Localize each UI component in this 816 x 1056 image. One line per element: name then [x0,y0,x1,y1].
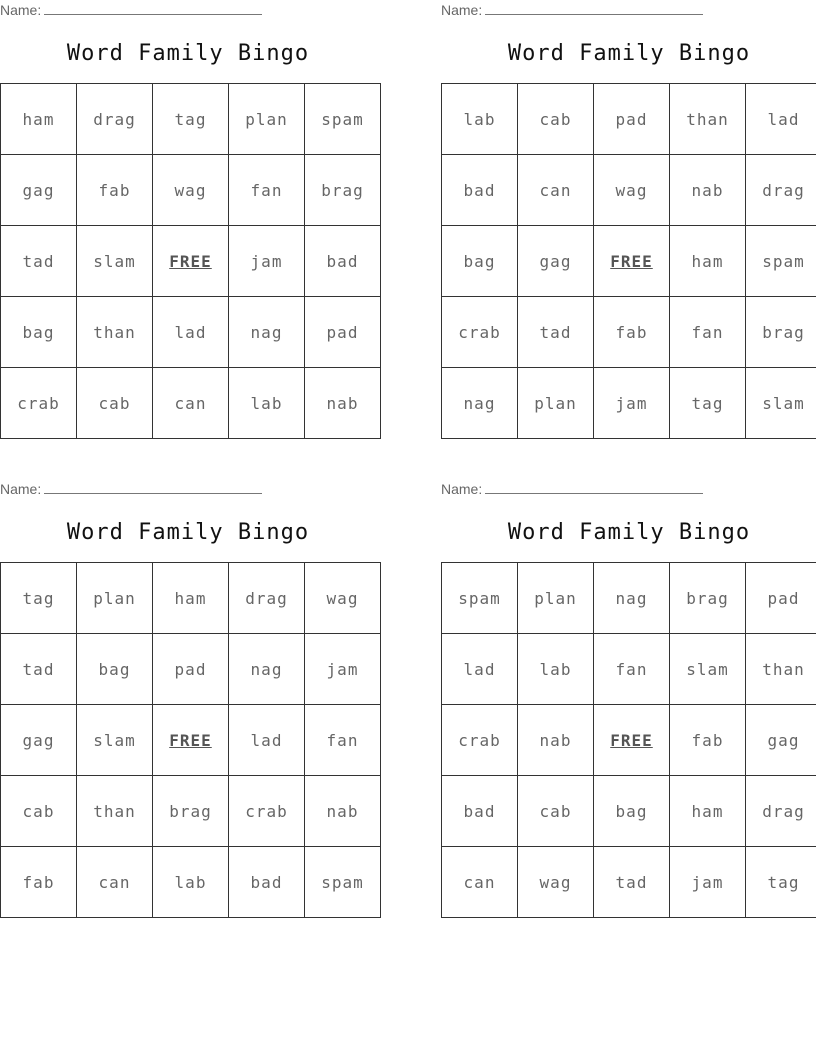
grid-cell: can [442,847,518,918]
grid-cell: brag [670,563,746,634]
grid-cell: wag [305,563,381,634]
grid-cell: lad [229,705,305,776]
grid-cell: tad [594,847,670,918]
grid-cell: jam [594,368,670,439]
bingo-grid [0,562,381,918]
grid-cell: bad [442,776,518,847]
grid-cell: nab [305,776,381,847]
grid-cell: jam [229,226,305,297]
grid-row [1,297,381,368]
grid-cell: fan [670,297,746,368]
grid-cell: crab [229,776,305,847]
grid-cell: nag [594,563,670,634]
grid-cell: wag [518,847,594,918]
name-label: Name: [0,2,42,18]
card-title: Word Family Bingo [507,520,751,545]
grid-cell: wag [153,155,229,226]
grid-cell: tad [1,226,77,297]
grid-cell: brag [153,776,229,847]
grid-row [1,84,381,155]
grid-cell: can [518,155,594,226]
name-label: Name: [441,481,483,497]
grid-cell: fab [1,847,77,918]
grid-cell: lab [229,368,305,439]
grid-cell: tad [518,297,594,368]
grid-cell: gag [746,705,816,776]
grid-cell: ham [1,84,77,155]
grid-cell: tag [746,847,816,918]
grid-cell: fab [77,155,153,226]
grid-cell: bag [1,297,77,368]
grid-cell: cab [1,776,77,847]
grid-cell: plan [518,368,594,439]
grid-cell: spam [305,847,381,918]
grid-cell: brag [305,155,381,226]
grid-cell: pad [305,297,381,368]
grid-cell: bag [77,634,153,705]
grid-cell: gag [518,226,594,297]
name-blank-line [44,2,262,15]
grid-cell: plan [77,563,153,634]
bingo-grid [441,562,816,918]
grid-cell: nag [229,297,305,368]
grid-cell: crab [1,368,77,439]
grid-cell: plan [518,563,594,634]
grid-row [442,776,816,847]
grid-cell: pad [594,84,670,155]
grid-cell: crab [442,297,518,368]
grid-cell: slam [670,634,746,705]
grid-row [1,705,381,776]
grid-cell: lad [442,634,518,705]
grid-cell: nab [670,155,746,226]
grid-cell: fan [229,155,305,226]
grid-cell: tag [670,368,746,439]
grid-cell: cab [77,368,153,439]
card-title: Word Family Bingo [507,41,751,66]
free-space-cell: FREE [153,226,229,297]
grid-cell: fab [594,297,670,368]
grid-row [442,226,816,297]
grid-cell: than [77,297,153,368]
grid-row [1,226,381,297]
grid-cell: ham [670,776,746,847]
grid-cell: lab [153,847,229,918]
name-blank-line [44,481,262,494]
grid-cell: than [77,776,153,847]
grid-cell: drag [746,155,816,226]
grid-cell: lab [442,84,518,155]
name-label: Name: [0,481,42,497]
free-space-cell: FREE [153,705,229,776]
grid-cell: spam [746,226,816,297]
grid-row [1,155,381,226]
grid-cell: lad [153,297,229,368]
grid-cell: drag [77,84,153,155]
grid-cell: than [746,634,816,705]
grid-row [442,368,816,439]
name-label: Name: [441,2,483,18]
grid-cell: gag [1,155,77,226]
grid-row [1,634,381,705]
name-blank-line [485,2,703,15]
grid-cell: lab [518,634,594,705]
grid-cell: fan [594,634,670,705]
grid-cell: jam [305,634,381,705]
grid-cell: fan [305,705,381,776]
grid-cell: bad [305,226,381,297]
grid-row [1,563,381,634]
grid-row [1,368,381,439]
bingo-grid [0,83,381,439]
bingo-grid [441,83,816,439]
grid-row [1,776,381,847]
grid-cell: drag [746,776,816,847]
card-title: Word Family Bingo [66,41,310,66]
grid-cell: spam [305,84,381,155]
grid-row [442,563,816,634]
grid-cell: crab [442,705,518,776]
grid-cell: can [153,368,229,439]
grid-row [1,847,381,918]
grid-cell: tag [153,84,229,155]
grid-cell: slam [77,705,153,776]
name-blank-line [485,481,703,494]
name-field [441,2,703,18]
grid-row [442,705,816,776]
name-field [0,481,262,497]
grid-cell: nab [518,705,594,776]
grid-cell: slam [77,226,153,297]
grid-cell: slam [746,368,816,439]
grid-cell: gag [1,705,77,776]
grid-cell: can [77,847,153,918]
card-title: Word Family Bingo [66,520,310,545]
grid-cell: wag [594,155,670,226]
grid-row [442,155,816,226]
grid-cell: than [670,84,746,155]
grid-cell: tad [1,634,77,705]
grid-cell: bad [229,847,305,918]
grid-cell: plan [229,84,305,155]
grid-cell: fab [670,705,746,776]
grid-cell: bag [442,226,518,297]
grid-cell: cab [518,776,594,847]
grid-cell: lad [746,84,816,155]
grid-row [442,847,816,918]
grid-cell: cab [518,84,594,155]
grid-cell: pad [746,563,816,634]
grid-row [442,634,816,705]
grid-cell: spam [442,563,518,634]
grid-cell: nag [442,368,518,439]
grid-cell: pad [153,634,229,705]
free-space-cell: FREE [594,705,670,776]
grid-cell: bag [594,776,670,847]
grid-cell: nab [305,368,381,439]
grid-cell: jam [670,847,746,918]
name-field [0,2,262,18]
grid-cell: ham [670,226,746,297]
name-field [441,481,703,497]
grid-cell: tag [1,563,77,634]
grid-cell: ham [153,563,229,634]
free-space-cell: FREE [594,226,670,297]
grid-cell: bad [442,155,518,226]
grid-cell: drag [229,563,305,634]
grid-cell: nag [229,634,305,705]
grid-cell: brag [746,297,816,368]
grid-row [442,297,816,368]
grid-row [442,84,816,155]
